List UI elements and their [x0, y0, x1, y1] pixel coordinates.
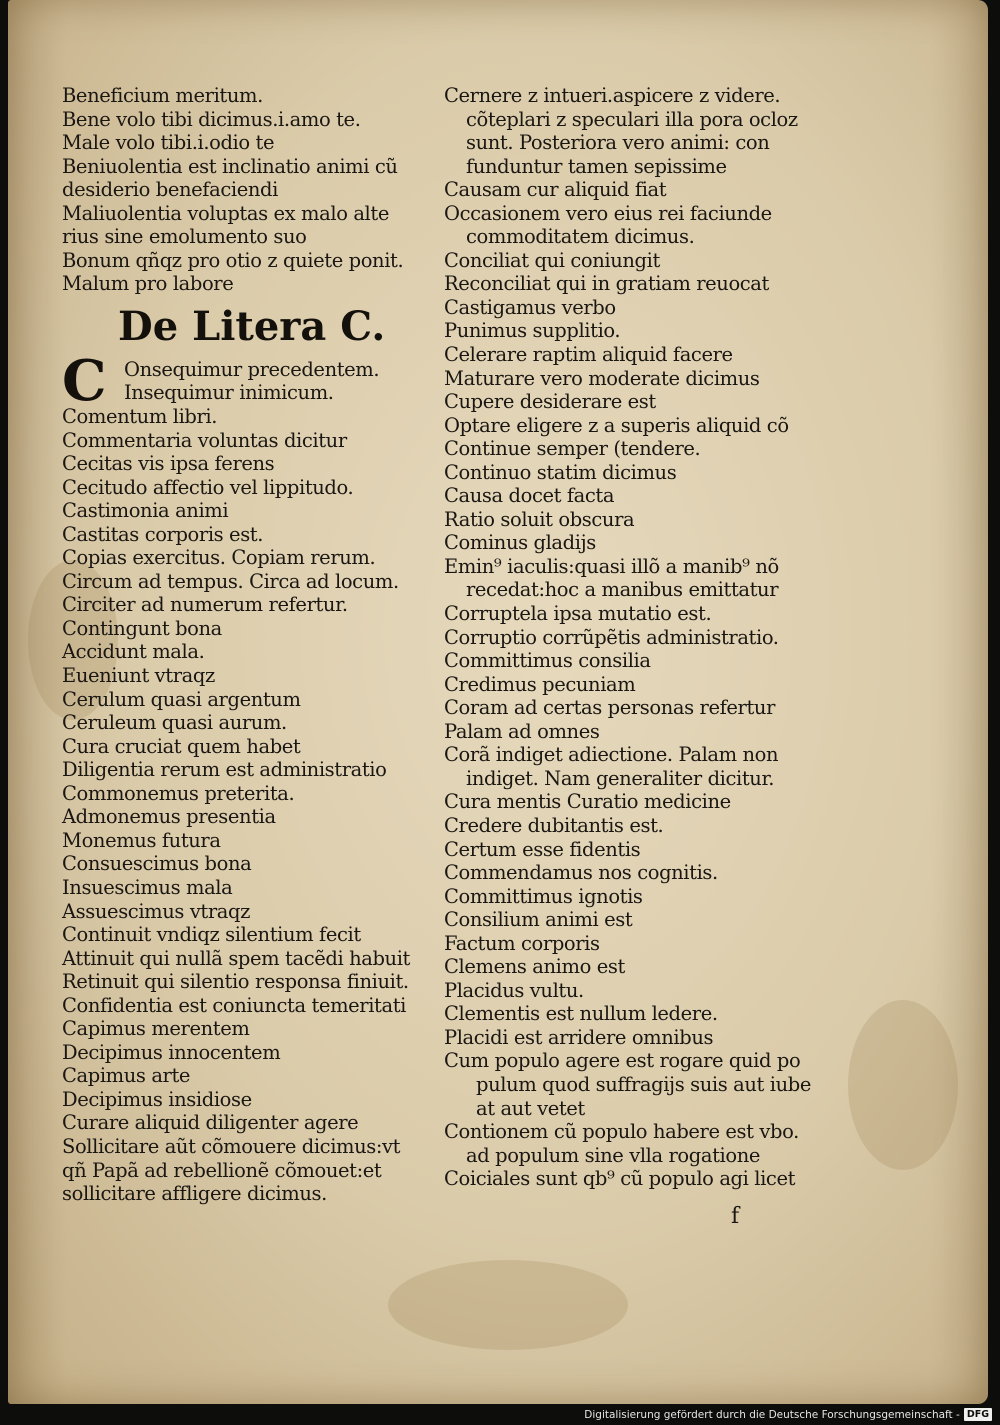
text-line: Cernere z intueri.aspicere z videre. — [444, 84, 781, 107]
page-stain — [388, 1260, 628, 1350]
text-line: Emin⁹ iaculis:quasi illõ a manib⁹ nõ — [444, 554, 779, 578]
text-line: Factum corporis — [444, 931, 600, 955]
digitization-footer — [584, 1408, 992, 1421]
text-line: Comentum libri. — [62, 405, 218, 429]
text-line: Curare aliquid diligenter agere — [62, 1111, 359, 1135]
text-line: recedat:hoc a manibus emittatur — [466, 578, 779, 602]
text-line: Retinuit qui silentio responsa finiuit. — [62, 970, 409, 994]
text-line: desiderio benefaciendi — [62, 178, 278, 202]
text-line: Coiciales sunt qb⁹ cũ populo agi licet — [444, 1167, 796, 1191]
text-line: Castimonia animi — [62, 499, 229, 523]
section-heading: De Litera C. — [118, 302, 386, 350]
text-line: Cecitas vis ipsa ferens — [62, 452, 275, 476]
text-line: Capimus arte — [62, 1064, 191, 1088]
text-line: Celerare raptim aliquid facere — [444, 343, 733, 367]
text-line: Confidentia est coniuncta temeritati — [62, 993, 406, 1017]
text-line: Clemens animo est — [444, 955, 625, 979]
text-line: Cura cruciat quem habet — [62, 734, 301, 758]
text-line: Malum pro labore — [62, 272, 234, 296]
text-line: Consilium animi est — [444, 908, 633, 932]
text-line: Corruptela ipsa mutatio est. — [444, 602, 712, 626]
left-column-entries-before-heading — [62, 84, 440, 296]
text-line: Capimus merentem — [62, 1017, 250, 1041]
left-column-entries-after-heading — [62, 405, 440, 1206]
text-line: Reconciliat qui in gratiam reuocat — [444, 272, 769, 296]
text-line: Corã indiget adiectione. Palam non — [444, 743, 779, 767]
dropcap-line-text: Insequimur inimicum. — [124, 381, 334, 405]
text-line: Assuescimus vtraqz — [62, 899, 250, 923]
text-line: Male volo tibi.i.odio te — [62, 131, 275, 155]
text-line: Admonemus presentia — [62, 805, 276, 829]
text-line: pulum quod suffragijs suis aut iube — [476, 1072, 811, 1096]
text-line: Circum ad tempus. Circa ad locum. — [62, 569, 399, 593]
text-line: commoditatem dicimus. — [466, 225, 695, 249]
text-line: sollicitare affligere dicimus. — [62, 1182, 327, 1206]
text-line: Continuit vndiqz silentium fecit — [62, 923, 361, 947]
text-line: Maliuolentia voluptas ex malo alte — [62, 201, 389, 225]
left-column — [62, 84, 440, 1206]
text-line: Continue semper (tendere. — [444, 437, 701, 461]
text-line: Sollicitare aũt cõmouere dicimus:vt — [62, 1134, 401, 1158]
text-line: ad populum sine vlla rogatione — [466, 1143, 760, 1167]
text-line: Copias exercitus. Copiam rerum. — [62, 546, 376, 570]
text-line: Contionem cũ populo habere est vbo. — [444, 1120, 799, 1144]
text-line: Beniuolentia est inclinatio animi cũ — [62, 154, 398, 178]
dfg-logo-icon: DFG — [964, 1408, 992, 1421]
text-line: Insuescimus mala — [62, 875, 233, 899]
text-line: Commendamus nos cognitis. — [444, 861, 718, 885]
text-line: Contingunt bona — [62, 616, 222, 640]
text-line: Clementis est nullum ledere. — [444, 1002, 718, 1026]
text-line: Occasionem vero eius rei faciunde — [444, 201, 772, 225]
text-line: Coram ad certas personas refertur — [444, 696, 775, 720]
text-line: Cura mentis Curatio medicine — [444, 790, 731, 814]
text-line: Cecitudo affectio vel lippitudo. — [62, 475, 354, 499]
text-line: Castigamus verbo — [444, 295, 616, 319]
text-line: Bene volo tibi dicimus.i.amo te. — [62, 107, 361, 131]
text-line: Diligentia rerum est administratio — [62, 758, 387, 782]
text-line: sunt. Posteriora vero animi: con — [466, 131, 770, 155]
text-line: Eueniunt vtraqz — [62, 664, 215, 688]
text-line: Bonum qñqz pro otio z quiete ponit. — [62, 248, 404, 272]
text-line: Cominus gladijs — [444, 531, 596, 555]
text-line: Corruptio corrũpẽtis administratio. — [444, 625, 779, 649]
text-line: Causam cur aliquid fiat — [444, 178, 667, 202]
text-line: Castitas corporis est. — [62, 522, 264, 546]
text-line: indiget. Nam generaliter dicitur. — [466, 766, 775, 790]
text-line: Cupere desiderare est — [444, 390, 656, 414]
dropcap-line-text: Onsequimur precedentem. — [124, 357, 380, 381]
text-line: Cum populo agere est rogare quid po — [444, 1049, 801, 1073]
text-line: Committimus consilia — [444, 649, 651, 673]
text-line: Placidus vultu. — [444, 978, 584, 1002]
text-line: Commonemus preterita. — [62, 781, 295, 805]
text-line: Committimus ignotis — [444, 884, 643, 908]
signature-mark: f — [731, 1204, 740, 1229]
text-line: Circiter ad numerum refertur. — [62, 593, 348, 617]
text-line: Palam ad omnes — [444, 719, 600, 743]
text-line: Maturare vero moderate dicimus — [444, 366, 760, 390]
text-line: Attinuit qui nullã spem tacẽdi habuit — [62, 946, 410, 970]
text-line: Punimus supplitio. — [444, 319, 621, 343]
dropcap-line-2 — [62, 381, 440, 405]
text-line: Decipimus insidiose — [62, 1087, 252, 1111]
text-line: Optare eligere z a superis aliquid cõ — [444, 413, 789, 437]
text-line: Cerulum quasi argentum — [62, 687, 301, 711]
text-line: Placidi est arridere omnibus — [444, 1025, 714, 1049]
text-line: qñ Papã ad rebellionẽ cõmouet:et — [62, 1158, 382, 1182]
text-line: cõteplari z speculari illa pora ocloz — [466, 107, 798, 131]
page-stain — [848, 1000, 958, 1170]
text-line: Decipimus innocentem — [62, 1040, 281, 1064]
text-line: Commentaria voluntas dicitur — [62, 428, 347, 452]
dropcap-initial: C — [62, 347, 107, 414]
text-line: Accidunt mala. — [62, 640, 205, 664]
text-line: Conciliat qui coniungit — [444, 248, 660, 272]
text-line: Certum esse fidentis — [444, 837, 641, 861]
text-line: Continuo statim dicimus — [444, 460, 677, 484]
text-line: funduntur tamen sepissime — [466, 154, 727, 178]
text-line: Beneficium meritum. — [62, 84, 263, 107]
text-line: Monemus futura — [62, 828, 221, 852]
text-line: Ratio soluit obscura — [444, 507, 635, 531]
footer-credit-text: Digitalisierung gefördert durch die Deutsche Forschungsgemeinschaft - — [584, 1408, 960, 1421]
text-line: Causa docet facta — [444, 484, 615, 508]
right-column — [444, 84, 824, 1191]
text-line: Credimus pecuniam — [444, 672, 636, 696]
text-line: Ceruleum quasi aurum. — [62, 711, 287, 735]
text-line: at aut vetet — [476, 1096, 585, 1120]
text-line: Credere dubitantis est. — [444, 813, 664, 837]
text-line: Consuescimus bona — [62, 852, 252, 876]
text-line: rius sine emolumento suo — [62, 225, 307, 249]
